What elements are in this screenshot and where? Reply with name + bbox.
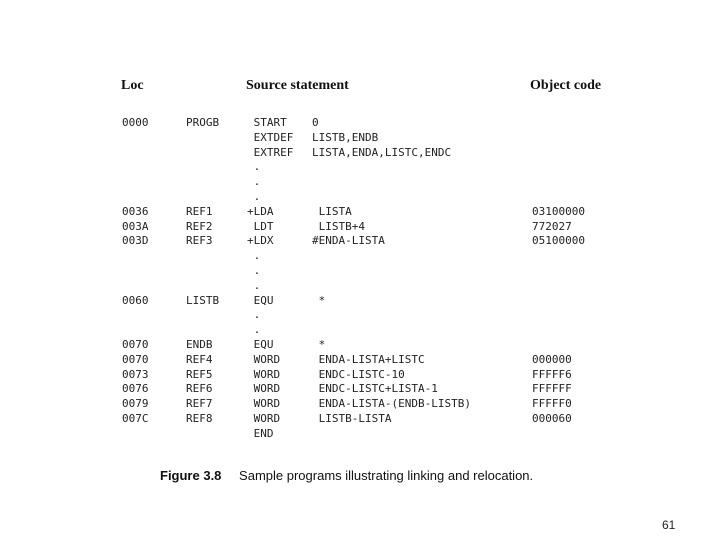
listing-row — [0, 368, 720, 383]
column-header-object-code: Object code — [530, 78, 602, 93]
opcode-cell: . — [247, 323, 261, 337]
column-header-loc: Loc — [121, 78, 144, 93]
listing-row — [0, 175, 720, 190]
listing-row — [0, 234, 720, 249]
object-code-cell: 05100000 — [532, 234, 585, 248]
opcode-cell: WORD — [247, 352, 281, 366]
column-header-source-statement: Source statement — [246, 78, 349, 93]
loc-cell: 0070 — [122, 352, 149, 366]
loc-cell: 007C — [122, 411, 149, 425]
opcode-cell: END — [247, 426, 274, 440]
object-code-cell: 772027 — [532, 219, 572, 233]
opcode-cell: . — [247, 308, 261, 322]
loc-cell: 0076 — [122, 382, 149, 396]
label-cell: REF6 — [186, 382, 213, 396]
object-code-cell: 03100000 — [532, 204, 585, 218]
opcode-cell: START — [247, 116, 287, 129]
object-code-cell: 000060 — [532, 411, 572, 425]
listing-row — [0, 294, 720, 309]
label-cell: REF3 — [186, 234, 213, 248]
listing-row — [0, 205, 720, 220]
opcode-cell: WORD — [247, 367, 281, 381]
loc-cell: 003D — [122, 234, 149, 248]
listing-row — [0, 160, 720, 175]
opcode-cell: . — [247, 249, 261, 263]
listing-row — [0, 146, 720, 161]
figure-caption-text: Sample programs illustrating linking and relocation. — [239, 468, 534, 483]
opcode-cell: . — [247, 160, 261, 174]
opcode-cell: +LDX — [247, 234, 274, 248]
opcode-cell: . — [247, 263, 261, 277]
listing-row — [0, 353, 720, 368]
object-code-cell: FFFFFF — [532, 382, 572, 396]
operand-cell: LISTA — [312, 204, 352, 218]
listing-row — [0, 397, 720, 412]
listing-row — [0, 190, 720, 205]
operand-cell: LISTA,ENDA,LISTC,ENDC — [312, 145, 452, 159]
label-cell: REF5 — [186, 367, 213, 381]
opcode-cell: WORD — [247, 411, 281, 425]
program-listing — [0, 116, 720, 442]
opcode-cell: EQU — [247, 337, 274, 351]
operand-cell: ENDA-LISTA-(ENDB-LISTB) — [312, 397, 471, 411]
opcode-cell: . — [247, 189, 261, 203]
opcode-cell: LDT — [247, 219, 274, 233]
label-cell: ENDB — [186, 337, 213, 351]
listing-row — [0, 427, 720, 442]
listing-row — [0, 220, 720, 235]
loc-cell: 0070 — [122, 337, 149, 351]
opcode-cell: . — [247, 278, 261, 292]
opcode-cell: +LDA — [247, 204, 274, 218]
listing-row — [0, 264, 720, 279]
loc-cell: 0000 — [122, 116, 149, 129]
label-cell: LISTB — [186, 293, 220, 307]
operand-cell: ENDC-LISTC-10 — [312, 367, 405, 381]
operand-cell: * — [312, 293, 326, 307]
loc-cell: 0073 — [122, 367, 149, 381]
listing-row — [0, 308, 720, 323]
opcode-cell: . — [247, 175, 261, 189]
opcode-cell: WORD — [247, 382, 281, 396]
operand-cell: LISTB,ENDB — [312, 130, 379, 144]
figure-caption — [160, 468, 533, 483]
operand-cell: LISTB-LISTA — [312, 411, 392, 425]
loc-cell: 0079 — [122, 397, 149, 411]
loc-cell: 0036 — [122, 204, 149, 218]
object-code-cell: 000000 — [532, 352, 572, 366]
listing-row — [0, 412, 720, 427]
label-cell: REF7 — [186, 397, 213, 411]
listing-row — [0, 323, 720, 338]
listing-row — [0, 338, 720, 353]
opcode-cell: EQU — [247, 293, 274, 307]
loc-cell: 0060 — [122, 293, 149, 307]
listing-row — [0, 382, 720, 397]
operand-cell: ENDA-LISTA+LISTC — [312, 352, 425, 366]
label-cell: PROGB — [186, 116, 220, 129]
operand-cell: * — [312, 337, 326, 351]
operand-cell: #ENDA-LISTA — [312, 234, 385, 248]
opcode-cell: EXTDEF — [247, 130, 294, 144]
loc-cell: 003A — [122, 219, 149, 233]
label-cell: REF8 — [186, 411, 213, 425]
opcode-cell: WORD — [247, 397, 281, 411]
object-code-cell: FFFFF6 — [532, 367, 572, 381]
listing-row — [0, 116, 720, 131]
operand-cell: LISTB+4 — [312, 219, 365, 233]
label-cell: REF1 — [186, 204, 213, 218]
listing-row — [0, 249, 720, 264]
operand-cell: ENDC-LISTC+LISTA-1 — [312, 382, 438, 396]
listing-row — [0, 131, 720, 146]
figure-number: Figure 3.8 — [160, 468, 222, 483]
page-number: 61 — [662, 518, 676, 532]
opcode-cell: EXTREF — [247, 145, 294, 159]
label-cell: REF4 — [186, 352, 213, 366]
label-cell: REF2 — [186, 219, 213, 233]
listing-row — [0, 279, 720, 294]
object-code-cell: FFFFF0 — [532, 397, 572, 411]
operand-cell: 0 — [312, 116, 319, 129]
